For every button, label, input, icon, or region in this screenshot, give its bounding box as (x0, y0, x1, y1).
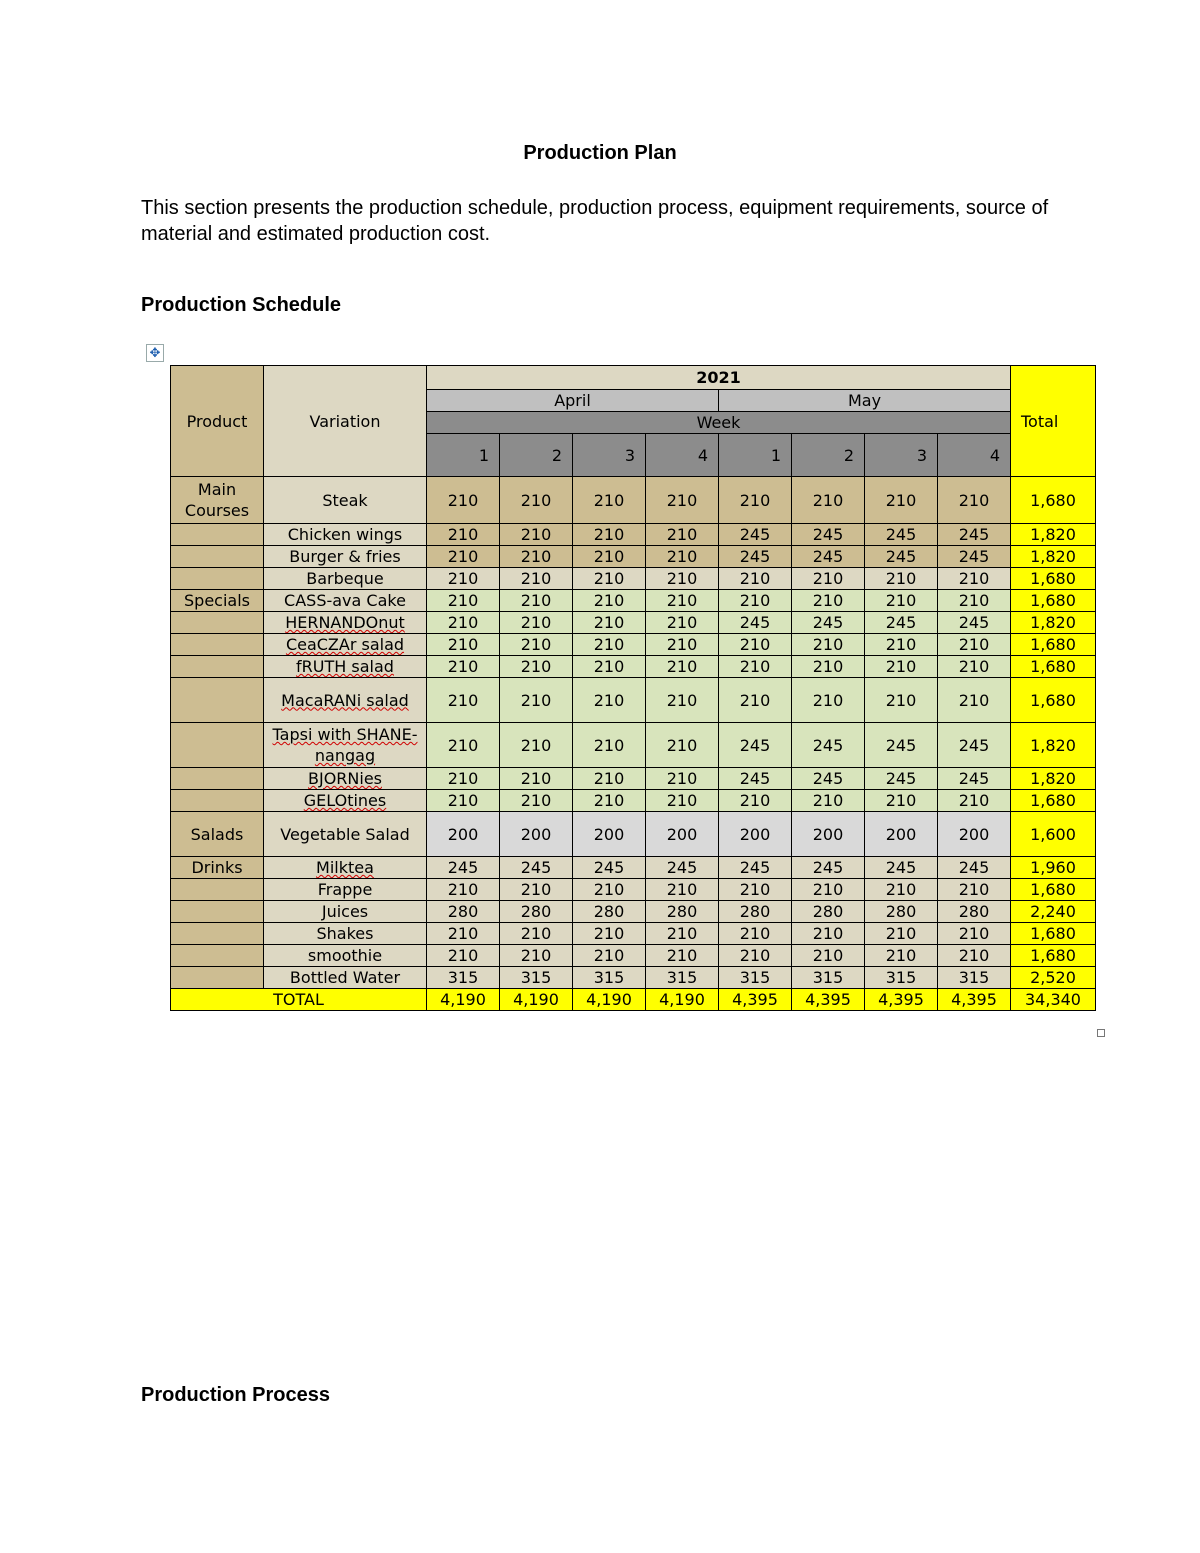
week-number-cell: 2 (500, 434, 573, 477)
grand-total-cell: 34,340 (1011, 989, 1096, 1011)
value-cell: 245 (938, 546, 1011, 568)
value-cell: 245 (719, 546, 792, 568)
variation-label: Milktea (316, 858, 374, 877)
value-cell: 280 (646, 901, 719, 923)
column-total-cell: 4,395 (719, 989, 792, 1011)
value-cell: 210 (938, 634, 1011, 656)
value-cell: 245 (719, 524, 792, 546)
value-cell: 210 (865, 634, 938, 656)
week-header: Week (427, 412, 1011, 434)
value-cell: 210 (427, 923, 500, 945)
row-total-cell: 1,960 (1011, 857, 1096, 879)
value-cell: 280 (938, 901, 1011, 923)
product-cell (171, 678, 264, 723)
row-total-cell: 1,680 (1011, 923, 1096, 945)
week-number-cell: 2 (792, 434, 865, 477)
value-cell: 210 (792, 634, 865, 656)
table-row (171, 546, 1096, 568)
value-cell: 210 (646, 723, 719, 768)
value-cell: 210 (573, 524, 646, 546)
value-cell: 245 (938, 857, 1011, 879)
value-cell: 245 (573, 857, 646, 879)
value-cell: 210 (646, 768, 719, 790)
value-cell: 210 (500, 723, 573, 768)
product-cell (171, 524, 264, 546)
variation-label: CASS-ava Cake (284, 591, 406, 610)
product-cell: Specials (171, 590, 264, 612)
row-total-cell: 1,680 (1011, 568, 1096, 590)
row-total-cell: 1,680 (1011, 790, 1096, 812)
value-cell: 210 (938, 923, 1011, 945)
variation-label: Burger & fries (289, 547, 401, 566)
value-cell: 210 (865, 678, 938, 723)
value-cell: 210 (938, 477, 1011, 524)
week-number-cell: 1 (427, 434, 500, 477)
value-cell: 210 (427, 945, 500, 967)
table-row (171, 634, 1096, 656)
value-cell: 210 (573, 612, 646, 634)
value-cell: 210 (573, 723, 646, 768)
product-cell (171, 768, 264, 790)
value-cell: 210 (792, 790, 865, 812)
value-cell: 245 (792, 723, 865, 768)
value-cell: 210 (719, 678, 792, 723)
value-cell: 315 (427, 967, 500, 989)
variation-cell (264, 901, 427, 923)
product-cell (171, 546, 264, 568)
value-cell: 210 (500, 945, 573, 967)
variation-label: Shakes (316, 924, 374, 943)
row-total-cell: 1,680 (1011, 634, 1096, 656)
variation-label: CeaCZAr salad (285, 635, 405, 654)
product-cell (171, 901, 264, 923)
variation-label: Barbeque (306, 569, 384, 588)
table-row (171, 656, 1096, 678)
week-number-cell: 1 (719, 434, 792, 477)
variation-label: MacaRANi salad (281, 690, 409, 710)
week-number-cell: 4 (646, 434, 719, 477)
page-title: Production Plan (523, 142, 677, 164)
variation-cell (264, 568, 427, 590)
product-cell (171, 634, 264, 656)
value-cell: 210 (792, 477, 865, 524)
table-move-handle-icon[interactable]: ✥ (146, 344, 164, 362)
value-cell: 245 (938, 612, 1011, 634)
variation-cell (264, 879, 427, 901)
value-cell: 245 (719, 768, 792, 790)
table-row (171, 612, 1096, 634)
value-cell: 210 (427, 568, 500, 590)
value-cell: 280 (500, 901, 573, 923)
value-cell: 210 (865, 923, 938, 945)
value-cell: 245 (792, 857, 865, 879)
variation-cell (264, 634, 427, 656)
value-cell: 210 (500, 879, 573, 901)
value-cell: 245 (792, 524, 865, 546)
value-cell: 210 (719, 477, 792, 524)
month-header-may: May (719, 390, 1011, 412)
product-cell (171, 568, 264, 590)
intro-paragraph: This section presents the production schedule, production process, equipment requirements, source of material and estimated production cost. (141, 197, 1049, 245)
value-cell: 315 (646, 967, 719, 989)
variation-cell (264, 590, 427, 612)
value-cell: 210 (719, 568, 792, 590)
value-cell: 210 (792, 656, 865, 678)
value-cell: 210 (792, 923, 865, 945)
value-cell: 210 (719, 590, 792, 612)
value-cell: 210 (938, 678, 1011, 723)
table-row (171, 945, 1096, 967)
product-cell (171, 879, 264, 901)
row-total-cell: 2,520 (1011, 967, 1096, 989)
value-cell: 210 (719, 879, 792, 901)
product-cell: Main Courses (171, 477, 264, 524)
table-row (171, 568, 1096, 590)
product-cell: Salads (171, 812, 264, 857)
table-row (171, 790, 1096, 812)
value-cell: 280 (792, 901, 865, 923)
row-total-cell: 1,600 (1011, 812, 1096, 857)
variation-label: HERNANDOnut (285, 613, 405, 632)
row-total-cell: 1,680 (1011, 656, 1096, 678)
row-total-cell: 1,820 (1011, 612, 1096, 634)
column-total-cell: 4,190 (646, 989, 719, 1011)
value-cell: 210 (865, 790, 938, 812)
product-cell: Drinks (171, 857, 264, 879)
value-cell: 245 (865, 723, 938, 768)
product-cell (171, 723, 264, 768)
value-cell: 200 (792, 812, 865, 857)
row-total-cell: 1,820 (1011, 546, 1096, 568)
value-cell: 210 (646, 546, 719, 568)
variation-cell (264, 967, 427, 989)
value-cell: 210 (573, 590, 646, 612)
table-row (171, 678, 1096, 723)
value-cell: 245 (792, 768, 865, 790)
section-heading-process: Production Process (141, 1384, 330, 1406)
value-cell: 210 (573, 945, 646, 967)
value-cell: 210 (938, 790, 1011, 812)
value-cell: 200 (500, 812, 573, 857)
variation-cell (264, 477, 427, 524)
value-cell: 210 (427, 477, 500, 524)
value-cell: 210 (865, 656, 938, 678)
totals-label: TOTAL (171, 989, 427, 1011)
table-row (171, 812, 1096, 857)
value-cell: 245 (938, 723, 1011, 768)
value-cell: 210 (719, 634, 792, 656)
value-cell: 210 (792, 945, 865, 967)
value-cell: 210 (573, 477, 646, 524)
week-number-cell: 4 (938, 434, 1011, 477)
variation-cell (264, 768, 427, 790)
production-schedule-table (170, 365, 1096, 1011)
column-total-cell: 4,190 (573, 989, 646, 1011)
value-cell: 210 (573, 568, 646, 590)
value-cell: 210 (427, 612, 500, 634)
variation-label: Frappe (317, 880, 373, 899)
value-cell: 280 (865, 901, 938, 923)
value-cell: 210 (500, 923, 573, 945)
value-cell: 210 (427, 546, 500, 568)
value-cell: 210 (500, 546, 573, 568)
value-cell: 210 (865, 477, 938, 524)
product-cell (171, 923, 264, 945)
value-cell: 210 (938, 879, 1011, 901)
value-cell: 210 (938, 568, 1011, 590)
table-row (171, 923, 1096, 945)
row-total-cell: 1,680 (1011, 879, 1096, 901)
value-cell: 210 (646, 879, 719, 901)
value-cell: 245 (938, 524, 1011, 546)
value-cell: 210 (719, 923, 792, 945)
value-cell: 210 (427, 678, 500, 723)
variation-label: GELOtines (303, 791, 387, 810)
row-total-cell: 1,680 (1011, 477, 1096, 524)
table-resize-handle[interactable] (1097, 1029, 1105, 1037)
product-cell (171, 967, 264, 989)
value-cell: 315 (500, 967, 573, 989)
table-row (171, 590, 1096, 612)
value-cell: 210 (792, 678, 865, 723)
table-row (171, 967, 1096, 989)
value-cell: 200 (865, 812, 938, 857)
variation-header: Variation (264, 366, 427, 477)
row-total-cell: 1,820 (1011, 768, 1096, 790)
total-header: Total (1011, 366, 1096, 477)
table-row (171, 524, 1096, 546)
variation-cell (264, 857, 427, 879)
value-cell: 210 (865, 945, 938, 967)
value-cell: 210 (427, 790, 500, 812)
variation-cell (264, 612, 427, 634)
value-cell: 210 (427, 590, 500, 612)
value-cell: 245 (865, 768, 938, 790)
value-cell: 210 (427, 656, 500, 678)
value-cell: 210 (427, 524, 500, 546)
value-cell: 210 (865, 568, 938, 590)
value-cell: 210 (719, 790, 792, 812)
month-header-april: April (427, 390, 719, 412)
value-cell: 210 (500, 656, 573, 678)
value-cell: 210 (646, 568, 719, 590)
value-cell: 210 (573, 923, 646, 945)
value-cell: 210 (646, 524, 719, 546)
product-cell (171, 945, 264, 967)
value-cell: 210 (573, 546, 646, 568)
value-cell: 210 (865, 879, 938, 901)
value-cell: 210 (500, 524, 573, 546)
variation-label: Steak (322, 490, 368, 510)
row-total-cell: 2,240 (1011, 901, 1096, 923)
value-cell: 210 (646, 678, 719, 723)
variation-label: Tapsi with SHANE-nangag (272, 725, 418, 765)
value-cell: 245 (865, 546, 938, 568)
column-total-cell: 4,395 (865, 989, 938, 1011)
value-cell: 210 (500, 634, 573, 656)
value-cell: 245 (500, 857, 573, 879)
value-cell: 210 (646, 656, 719, 678)
table-row (171, 768, 1096, 790)
variation-label: Chicken wings (287, 525, 403, 544)
table-row (171, 901, 1096, 923)
value-cell: 210 (573, 879, 646, 901)
week-number-cell: 3 (573, 434, 646, 477)
value-cell: 245 (719, 612, 792, 634)
week-number-cell: 3 (865, 434, 938, 477)
row-total-cell: 1,680 (1011, 678, 1096, 723)
value-cell: 210 (500, 612, 573, 634)
column-total-cell: 4,395 (938, 989, 1011, 1011)
value-cell: 245 (646, 857, 719, 879)
value-cell: 200 (646, 812, 719, 857)
value-cell: 210 (573, 656, 646, 678)
variation-cell (264, 723, 427, 768)
value-cell: 245 (719, 723, 792, 768)
value-cell: 210 (573, 678, 646, 723)
totals-row (171, 989, 1096, 1011)
value-cell: 245 (865, 857, 938, 879)
value-cell: 210 (938, 590, 1011, 612)
product-cell (171, 656, 264, 678)
value-cell: 210 (792, 568, 865, 590)
value-cell: 210 (573, 634, 646, 656)
column-total-cell: 4,395 (792, 989, 865, 1011)
value-cell: 210 (646, 790, 719, 812)
column-total-cell: 4,190 (427, 989, 500, 1011)
value-cell: 315 (573, 967, 646, 989)
table-row (171, 857, 1096, 879)
value-cell: 210 (792, 879, 865, 901)
value-cell: 210 (500, 768, 573, 790)
value-cell: 210 (573, 790, 646, 812)
value-cell: 315 (719, 967, 792, 989)
variation-label: Bottled Water (289, 968, 401, 987)
variation-label: fRUTH salad (296, 657, 394, 676)
column-total-cell: 4,190 (500, 989, 573, 1011)
section-heading-schedule: Production Schedule (141, 294, 342, 316)
variation-cell (264, 812, 427, 857)
table-row (171, 477, 1096, 524)
product-cell (171, 612, 264, 634)
value-cell: 210 (938, 656, 1011, 678)
value-cell: 210 (646, 634, 719, 656)
value-cell: 280 (427, 901, 500, 923)
value-cell: 210 (719, 656, 792, 678)
value-cell: 245 (792, 612, 865, 634)
value-cell: 245 (938, 768, 1011, 790)
value-cell: 210 (719, 945, 792, 967)
value-cell: 210 (573, 768, 646, 790)
value-cell: 280 (573, 901, 646, 923)
value-cell: 315 (792, 967, 865, 989)
value-cell: 200 (719, 812, 792, 857)
value-cell: 210 (865, 590, 938, 612)
value-cell: 210 (646, 923, 719, 945)
value-cell: 315 (938, 967, 1011, 989)
variation-label: Vegetable Salad (280, 824, 410, 844)
value-cell: 245 (865, 612, 938, 634)
product-cell (171, 790, 264, 812)
variation-cell (264, 656, 427, 678)
product-header: Product (171, 366, 264, 477)
value-cell: 245 (865, 524, 938, 546)
value-cell: 315 (865, 967, 938, 989)
variation-cell (264, 790, 427, 812)
variation-cell (264, 546, 427, 568)
value-cell: 210 (646, 477, 719, 524)
variation-cell (264, 678, 427, 723)
year-header: 2021 (427, 366, 1011, 390)
value-cell: 245 (792, 546, 865, 568)
value-cell: 210 (427, 768, 500, 790)
value-cell: 210 (646, 612, 719, 634)
variation-cell (264, 945, 427, 967)
value-cell: 210 (500, 477, 573, 524)
value-cell: 210 (427, 723, 500, 768)
value-cell: 200 (427, 812, 500, 857)
row-total-cell: 1,680 (1011, 590, 1096, 612)
value-cell: 200 (938, 812, 1011, 857)
value-cell: 210 (500, 790, 573, 812)
variation-label: smoothie (307, 946, 383, 965)
value-cell: 210 (500, 590, 573, 612)
value-cell: 280 (719, 901, 792, 923)
variation-label: Juices (321, 902, 369, 921)
value-cell: 200 (573, 812, 646, 857)
variation-label: BJORNies (308, 769, 382, 788)
value-cell: 210 (427, 634, 500, 656)
table-row (171, 723, 1096, 768)
value-cell: 245 (427, 857, 500, 879)
value-cell: 210 (792, 590, 865, 612)
row-total-cell: 1,680 (1011, 945, 1096, 967)
variation-cell (264, 923, 427, 945)
row-total-cell: 1,820 (1011, 524, 1096, 546)
value-cell: 210 (427, 879, 500, 901)
table-row (171, 879, 1096, 901)
value-cell: 210 (646, 590, 719, 612)
value-cell: 210 (646, 945, 719, 967)
value-cell: 210 (500, 568, 573, 590)
value-cell: 245 (719, 857, 792, 879)
variation-cell (264, 524, 427, 546)
row-total-cell: 1,820 (1011, 723, 1096, 768)
value-cell: 210 (500, 678, 573, 723)
value-cell: 210 (938, 945, 1011, 967)
